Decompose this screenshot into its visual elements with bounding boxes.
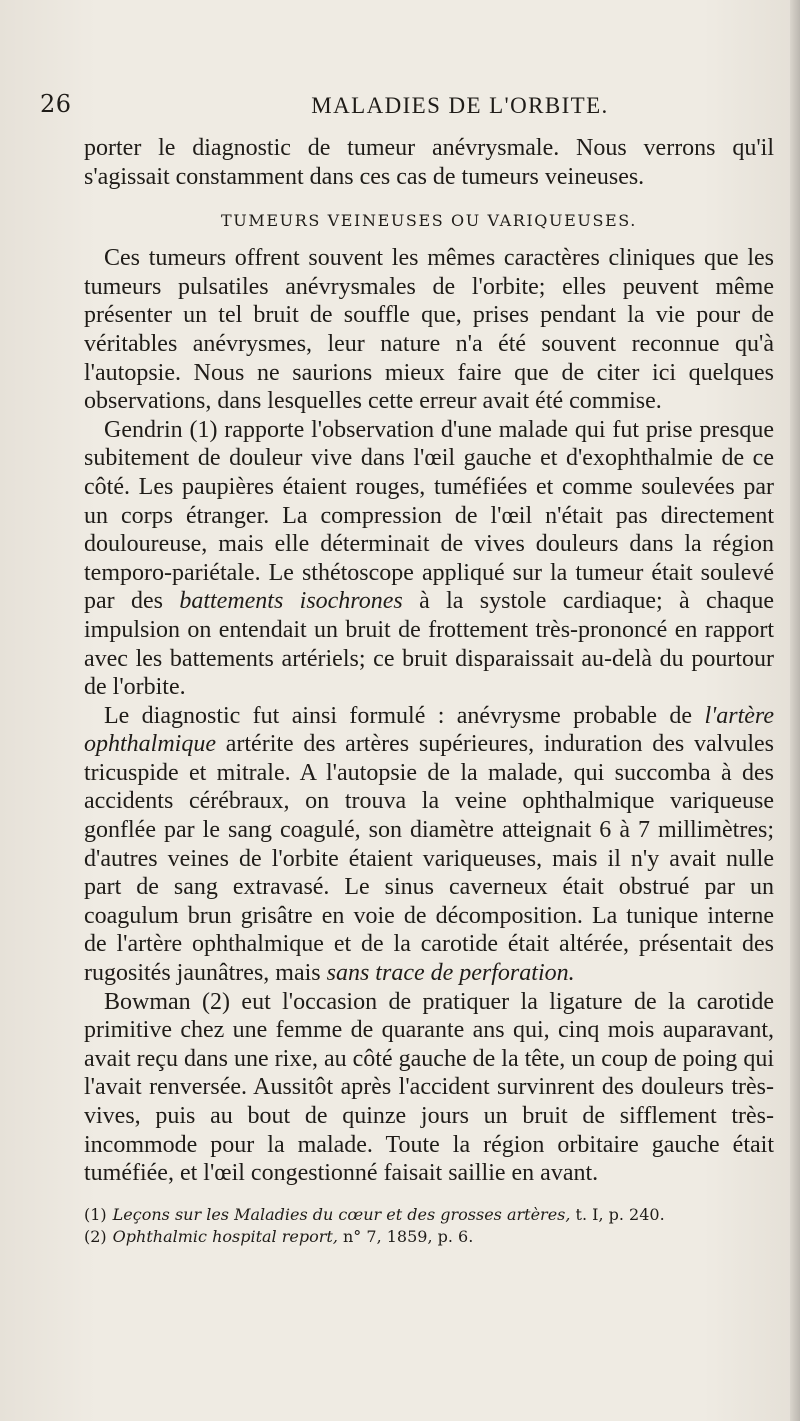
- paragraph-gendrin-italic: battements isochrones: [179, 588, 403, 615]
- footnote-text-2: n° 7, 1859, p. 6.: [337, 1226, 474, 1246]
- paragraph-gendrin-text-a: Gendrin (1) rapporte l'observation d'une malade qui fut prise presque subitement de douleur vive dans l'œil gauche et d'exophthalmie de ce côté. Les paupières étaient rouges, tuméfiées et comme soulevées par un corps étranger. La compression de l'œil n'était pas directement douloureuse, mais elle déterminait de vives douleurs dans la région temporo-pariétale. Le sthétoscope appliqué sur la tumeur était soulevé par des: [84, 416, 774, 615]
- page-header: [40, 92, 770, 128]
- paragraph-diagnostic: [84, 702, 774, 988]
- footnote-mark-1: (1): [84, 1204, 107, 1224]
- footnote-label-2: Ophthalmic hospital report,: [112, 1226, 338, 1246]
- footnotes: [84, 1204, 774, 1248]
- footnote-mark-2: (2): [84, 1226, 107, 1246]
- footnote-1: [84, 1204, 774, 1226]
- paragraph-diagnostic-italic-d: sans trace de perforation.: [326, 960, 575, 987]
- paragraph-gendrin: [84, 416, 774, 702]
- paragraph-tumeurs: Ces tumeurs offrent souvent les mêmes caractères cliniques que les tumeurs pulsatiles anévrysmales de l'orbite; elles peuvent même présenter un tel bruit de souffle que, prises pendant la vie pour de véritables anévrysmes, leur nature n'a été souvent reconnue qu'à l'autopsie. Nous ne saurions mieux faire que de citer ici quelques observations, dans lesquelles cette erreur avait été commise.: [84, 245, 774, 415]
- running-head: MALADIES DE L'ORBITE.: [311, 93, 609, 118]
- paragraph-diagnostic-text-c: artérite des artères supérieures, induration des valvules tricuspide et mitrale. A l'autopsie de la malade, qui succomba à des accidents cérébraux, on trouva la veine ophthalmique variqueuse gonflée par le sang coagulé, son diamètre atteignait 6 à 7 millimètres; d'autres veines de l'orbite étaient variqueuses, mais il n'y avait nulle part de sang extravasé. Le sinus caverneux était obstrué par un coagulum brun grisâtre en voie de décomposition. La tunique interne de l'artère ophthalmique et de la carotide était altérée, présentait des rugosités jaunâtres, mais: [84, 731, 774, 987]
- paragraph-diagnostic-italic-a: l'artère ophthalmique: [84, 702, 774, 758]
- footnote-text-1: t. I, p. 240.: [570, 1204, 665, 1224]
- paragraph-gendrin-text-c: à la systole cardiaque; à chaque impulsion on entendait un bruit de frottement très-prononcé en rapport avec les battements artériels; ce bruit disparaissait au-delà du pourtour de l'orbite.: [84, 588, 775, 701]
- paragraph-diagnostic-text-a: Le diagnostic fut ainsi formulé : anévrysme probable de: [104, 702, 705, 729]
- page-content: [84, 134, 774, 1248]
- paragraph-bowman: Bowman (2) eut l'occasion de pratiquer la ligature de la carotide primitive chez une femme de quarante ans qui, cinq mois auparavant, avait reçu dans une rixe, au côté gauche de la tête, un coup de poing qui l'avait renversée. Aussitôt après l'accident survinrent des douleurs très-vives, puis au bout de quinze jours un bruit de sifflement très-incommode pour la malade. Toute la région orbitaire gauche était tuméfiée, et l'œil congestionné faisait saillie en avant.: [84, 988, 774, 1187]
- footnote-2: [84, 1226, 774, 1248]
- footnote-label-1: Leçons sur les Maladies du cœur et des grosses artères,: [112, 1204, 571, 1224]
- page-number: 26: [40, 90, 72, 118]
- paragraph-intro: porter le diagnostic de tumeur anévrysmale. Nous verrons qu'il s'agissait constamment dans ces cas de tumeurs veineuses.: [84, 135, 774, 190]
- page-edge-shadow: [790, 0, 800, 1421]
- section-heading: TUMEURS VEINEUSES OU VARIQUEUSES.: [221, 211, 637, 231]
